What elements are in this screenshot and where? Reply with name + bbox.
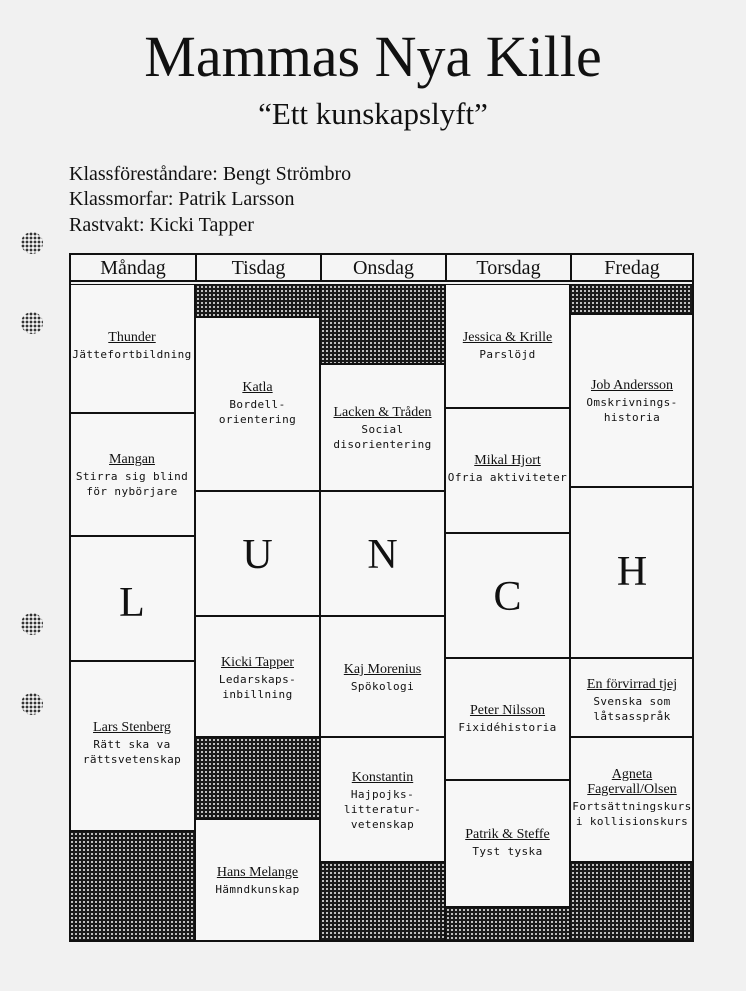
lunch-cell: [69, 536, 195, 661]
lesson-teacher: Peter Nilsson: [469, 703, 546, 718]
column-tuesday: [195, 253, 320, 942]
lesson-subject: Tyst tyska: [472, 845, 543, 858]
free-period-block: [69, 831, 195, 942]
lesson-cell: [320, 737, 445, 862]
lesson-teacher: Job Andersson: [590, 378, 674, 393]
lesson-teacher: Thunder: [108, 330, 156, 345]
lesson-subject: Svenska som låtsasspråk: [593, 695, 671, 723]
recess-guard-line: Rastvakt: Kicki Tapper: [69, 214, 254, 236]
free-period-block: [320, 284, 445, 364]
column-wednesday: [320, 253, 445, 942]
day-header-tuesday: Tisdag: [195, 253, 320, 282]
lesson-subject: Ofria aktiviteter: [447, 471, 568, 484]
schedule-title: Mammas Nya Kille: [144, 24, 602, 89]
lesson-cell: [320, 616, 445, 737]
lesson-cell: [445, 284, 570, 408]
lesson-subject: Fortsättningskurs i kollisionskurs: [572, 800, 692, 828]
lesson-cell: [570, 658, 694, 737]
binder-hole: [21, 693, 43, 715]
lesson-cell: [195, 317, 320, 491]
lesson-teacher: En förvirrad tjej: [586, 677, 678, 692]
lesson-subject: Parslöjd: [479, 348, 536, 361]
lesson-cell: [195, 616, 320, 737]
lesson-teacher: Konstantin: [351, 770, 414, 785]
lesson-teacher: Agneta Fagervall/Olsen: [587, 767, 677, 797]
lunch-cell: [445, 533, 570, 658]
lesson-teacher: Kicki Tapper: [220, 655, 294, 670]
free-period-block: [445, 907, 570, 942]
lesson-cell: [195, 819, 320, 942]
lesson-subject: Hajpojks- litteratur- vetenskap: [343, 788, 422, 831]
lunch-letter: L: [119, 580, 145, 626]
lesson-teacher: Mikal Hjort: [474, 453, 541, 468]
lunch-cell: [570, 487, 694, 658]
lesson-subject: Omskrivnings- historia: [586, 396, 678, 424]
free-period-block: [195, 737, 320, 819]
binder-hole: [21, 232, 43, 254]
lunch-letter: N: [367, 532, 398, 578]
day-header-thursday: Torsdag: [445, 253, 570, 282]
lunch-letter: C: [493, 574, 522, 620]
binder-hole: [21, 312, 43, 334]
lunch-letter: U: [242, 532, 273, 578]
column-friday: [570, 253, 694, 942]
lesson-subject: Fixidéhistoria: [458, 721, 557, 734]
lesson-teacher: Patrik & Steffe: [465, 827, 550, 842]
free-period-block: [570, 862, 694, 942]
lesson-cell: [320, 364, 445, 491]
free-period-block: [195, 284, 320, 317]
lesson-teacher: Lars Stenberg: [93, 720, 171, 735]
schedule-grid: [69, 253, 694, 942]
day-header-friday: Fredag: [570, 253, 694, 282]
lesson-cell: [69, 284, 195, 413]
lesson-cell: [69, 661, 195, 831]
lesson-subject: Ledarskaps- inbillning: [218, 673, 297, 701]
lesson-subject: Jättefortbildning: [72, 348, 192, 361]
lesson-cell: [570, 737, 694, 862]
lesson-cell: [445, 658, 570, 780]
lesson-teacher: Kaj Morenius: [343, 662, 422, 677]
lesson-subject: Stirra sig blind för nybörjare: [75, 470, 189, 498]
column-thursday: [445, 253, 570, 942]
lunch-cell: [320, 491, 445, 616]
lesson-teacher: Katla: [242, 380, 273, 395]
lesson-cell: [570, 314, 694, 487]
lesson-teacher: Lacken & Tråden: [333, 405, 432, 420]
lesson-subject: Bordell- orientering: [218, 398, 297, 426]
free-period-block: [570, 284, 694, 314]
lesson-cell: [445, 780, 570, 907]
day-header-monday: Måndag: [69, 253, 195, 282]
class-teacher-line: Klassföreståndare: Bengt Strömbro: [69, 163, 352, 185]
lesson-teacher: Jessica & Krille: [462, 330, 553, 345]
binder-hole: [21, 613, 43, 635]
day-header-wednesday: Onsdag: [320, 253, 445, 282]
lesson-subject: Spökologi: [350, 680, 415, 693]
schedule-subtitle: “Ett kunskapslyft”: [258, 96, 488, 131]
lesson-subject: Hämndkunskap: [215, 883, 300, 896]
class-grandfather-line: Klassmorfar: Patrik Larsson: [69, 188, 295, 210]
lunch-cell: [195, 491, 320, 616]
lesson-subject: Rätt ska va rättsvetenskap: [82, 738, 182, 766]
free-period-block: [320, 862, 445, 942]
lesson-teacher: Mangan: [109, 452, 155, 467]
lesson-teacher: Hans Melange: [216, 865, 299, 880]
lesson-subject: Social disorientering: [333, 423, 432, 451]
column-monday: [69, 253, 195, 942]
lesson-cell: [445, 408, 570, 533]
lunch-letter: H: [616, 549, 648, 595]
lesson-cell: [69, 413, 195, 536]
